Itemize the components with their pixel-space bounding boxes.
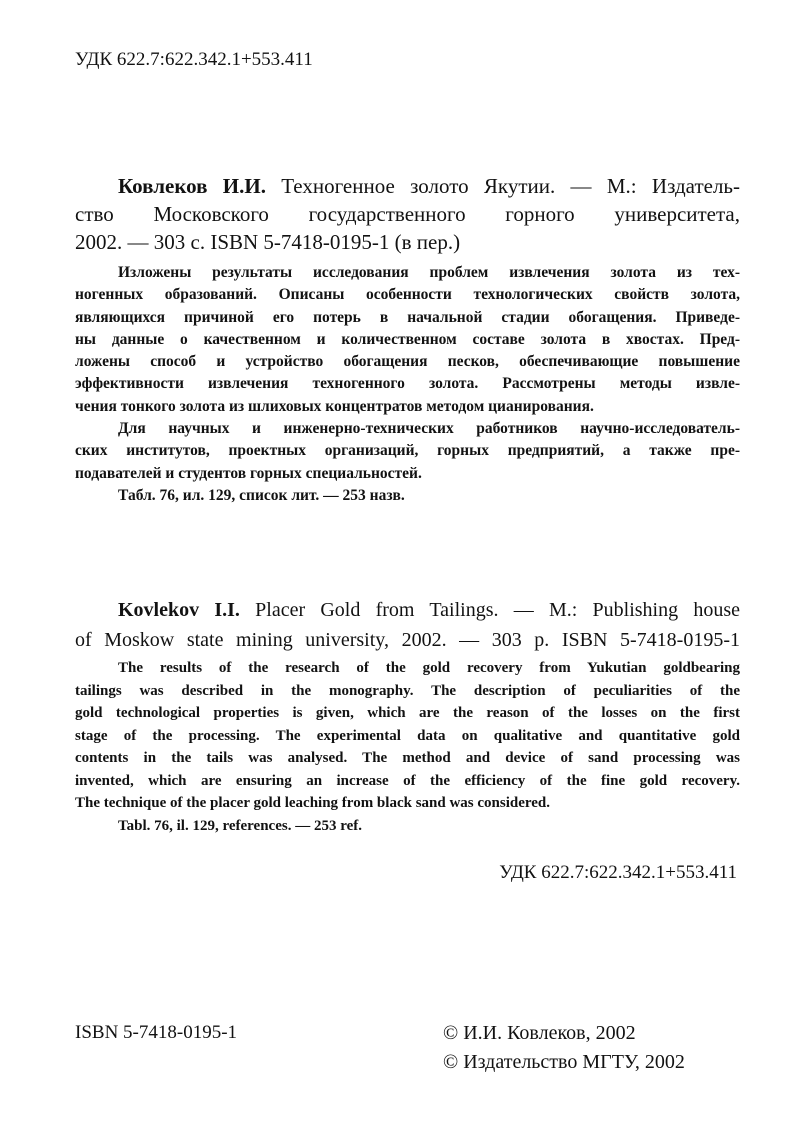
en-abstract-line: The results of the research of the gold recovery from Yukutian goldbearing [118, 660, 740, 676]
isbn: ISBN 5-7418-0195-1 [75, 1022, 238, 1043]
en-abstract-line: contents in the tails was analysed. The method and device of sand processing was [75, 750, 740, 766]
en-abstract-line: The technique of the placer gold leaching from black sand was considered. [75, 795, 551, 811]
en-citation-line: of Moskow state mining university, 2002. — 303 p. ISBN 5-7418-0195-1 [75, 629, 740, 651]
ru-abstract-line: ны данные о качественном и количественном составе золота в хвостах. Пред- [75, 330, 740, 348]
ru-abstract [75, 262, 740, 507]
ru-citation-line: 2002. — 303 с. ISBN 5-7418-0195-1 (в пер.) [75, 230, 461, 254]
copyright-publisher: © Издательство МГТУ, 2002 [443, 1051, 685, 1073]
udc-code-top: УДК 622.7:622.342.1+553.411 [75, 49, 313, 70]
ru-abstract-line: чения тонкого золота из шлиховых концентратов методом цианирования. [75, 397, 594, 415]
ru-audience-line: подавателей и студентов горных специальностей. [75, 464, 422, 482]
ru-abstract-line: ногенных образований. Описаны особенности технологических свойств золота, [75, 286, 740, 304]
en-citation-line [75, 595, 740, 625]
en-abstract-line: stage of the processing. The experimental data on qualitative and quantitative gold [75, 727, 740, 744]
ru-abstract-line: являющихся причиной его потерь в начальной стадии обогащения. Приведе- [75, 308, 740, 326]
ru-abstract-line: Изложены результаты исследования проблем извлечения золота из тех- [118, 264, 740, 281]
ru-author: Ковлеков И.И. [118, 174, 266, 198]
copyright-block [443, 1019, 685, 1077]
en-stats: Tabl. 76, il. 129, references. — 253 ref. [118, 817, 362, 834]
en-abstract-line: tailings was described in the monography. The description of peculiarities of the [75, 682, 740, 699]
ru-title-text: Техногенное золото Якутии. — М.: Издатель- [265, 174, 740, 198]
en-abstract-line: gold technological properties is given, which are the reason of the losses on the first [75, 705, 740, 721]
ru-citation-line: ство Московского государственного горного университета, [75, 202, 740, 226]
ru-audience-line: ских институтов, проектных организаций, горных предприятий, а также пре- [75, 442, 740, 460]
en-citation [75, 595, 740, 655]
ru-citation-line [75, 172, 740, 200]
ru-abstract-line: ложены способ и устройство обогащения песков, обеспечивающие повышение [75, 353, 740, 371]
ru-abstract-line: эффективности извлечения техногенного золота. Рассмотрены методы извле- [75, 375, 740, 393]
ru-citation [75, 172, 740, 256]
ru-stats: Табл. 76, ил. 129, список лит. — 253 назв. [118, 486, 405, 504]
en-author: Kovlekov I.I. [118, 599, 240, 621]
udc-code-bottom: УДК 622.7:622.342.1+553.411 [499, 862, 737, 883]
en-abstract [75, 657, 740, 837]
ru-audience-line: Для научных и инженерно-технических работников научно-исследователь- [118, 420, 740, 438]
en-title-text: Placer Gold from Tailings. — M.: Publishing house [239, 599, 740, 621]
en-abstract-line: invented, which are ensuring an increase of the efficiency of the fine gold recovery. [75, 772, 740, 789]
copyright-author: © И.И. Ковлеков, 2002 [443, 1022, 636, 1044]
